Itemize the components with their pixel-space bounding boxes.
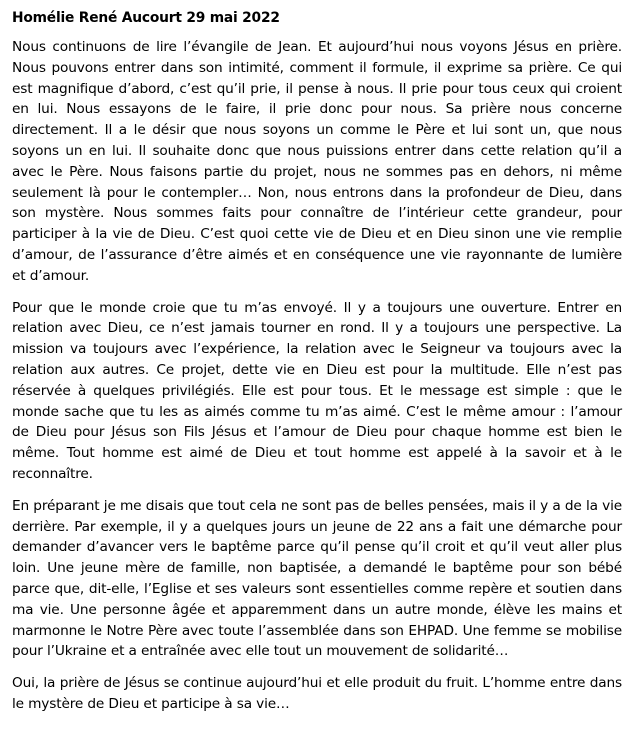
- paragraph-4: Oui, la prière de Jésus se continue aujourd’hui et elle produit du fruit. L’homme entre dans le mystère de Dieu et participe à sa vie…: [12, 675, 622, 712]
- paragraph-2: Pour que le monde croie que tu m’as envoyé. Il y a toujours une ouverture. Entrer en relation avec Dieu, ce n’est jamais tourner en rond. Il y a toujours une perspective. La mission va toujours avec l’expérience, la relation avec le Seigneur va toujours avec la relation aux autres. Ce projet, dette vie en Dieu est pour la multitude. Elle n’est pas réservée à quelques privilégiés. Elle est pour tous. Et le message est simple : que le monde sache que tu les as aimés comme tu m’as aimé. C’est le même amour : l’amour de Dieu pour Jésus son Fils Jésus et l’amour de Dieu pour chaque homme est bien le même. Tout homme est aimé de Dieu et tout homme est appelé à la savoir et à le reconnaître.: [12, 299, 622, 482]
- document-title: Homélie René Aucourt 29 mai 2022: [12, 10, 280, 26]
- paragraph-1: Nous continuons de lire l’évangile de Jean. Et aujourd’hui nous voyons Jésus en prière. Nous pouvons entrer dans son intimité, comment il formule, il exprime sa prière. Ce qui est magnifique d’abord, c’est qu’il prie, il pense à nous. Il prie pour tous ceux qui croient en lui. Nous essayons de le faire, il prie donc pour nous. Sa prière nous concerne directement. Il a le désir que nous soyons un comme le Père et lui sont un, que nous soyons un en lui. Il souhaite donc que nous puissions entrer dans cette relation qu’il a avec le Père. Nous faisons partie du projet, nous ne sommes pas en dehors, ni même seulement là pour le contempler… Non, nous entrons dans la profondeur de Dieu, dans son mystère. Nous sommes faits pour connaître de l’intérieur cette grandeur, pour participer à la vie de Dieu. C’est quoi cette vie de Dieu et en Dieu sinon une vie remplie d’amour, de l’assurance d’être aimés et en conséquence une vie rayonnante de lumière et d’amour.: [12, 39, 622, 284]
- paragraph-3: En préparant je me disais que tout cela ne sont pas de belles pensées, mais il y a de la vie derrière. Par exemple, il y a quelques jours un jeune de 22 ans a fait une démarche pour demander d’avancer vers le baptême parce qu’il pense qu’il croit et qu’il veut aller plus loin. Une jeune mère de famille, non baptisée, a demandé le baptême pour son bébé parce que, dit-elle, l’Eglise et ses valeurs sont essentielles comme repère et soutien dans ma vie. Une personne âgée et apparemment dans un autre monde, élève les mains et marmonne le Notre Père avec toute l’assemblée dans son EHPAD. Une femme se mobilise pour l’Ukraine et a entraînée avec elle tout un mouvement de solidarité…: [12, 497, 622, 660]
